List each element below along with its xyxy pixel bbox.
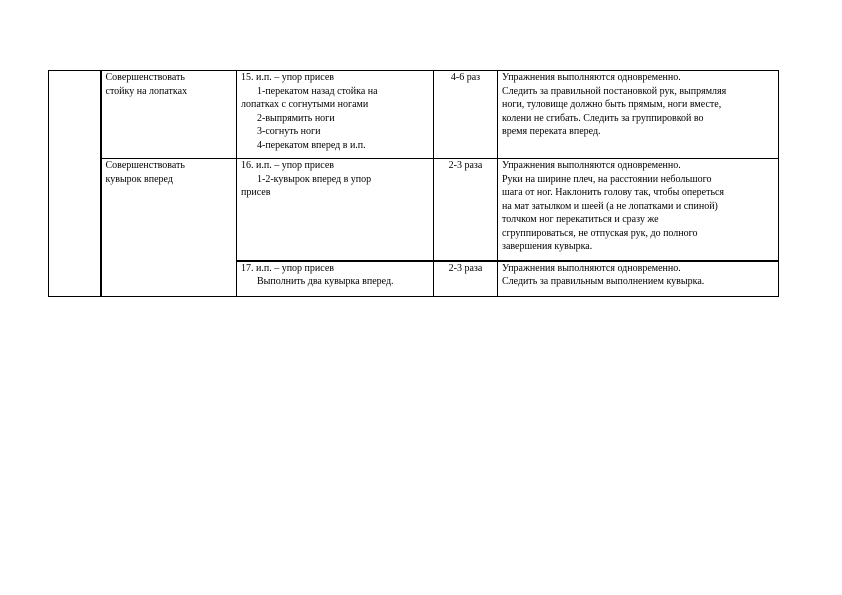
note-text: Упражнения выполняются одновременно. — [502, 72, 681, 83]
exercise-text: 15. и.п. – упор присев — [241, 72, 334, 83]
note-text: Следить за правильной постановкой рук, выпрямляя — [502, 85, 727, 97]
exercise-cell — [237, 159, 434, 261]
note-text: толчком ног перекатиться и сразу же — [502, 214, 659, 225]
dose-cell: 2-3 раза — [434, 261, 498, 297]
exercise-text: лопатках с согнутыми ногами — [241, 99, 369, 110]
empty-cell — [49, 71, 101, 297]
table-row — [49, 159, 779, 261]
lesson-plan-table — [48, 70, 779, 297]
dose-cell: 4-6 раз — [434, 71, 498, 159]
task-cell — [101, 71, 237, 159]
task-text: кувырок вперед — [105, 173, 173, 185]
exercise-text: 3-согнуть ноги — [257, 126, 321, 137]
exercise-cell — [237, 261, 434, 297]
dose-cell: 2-3 раза — [434, 159, 498, 261]
exercise-text: 4-перекатом вперед в и.п. — [257, 139, 366, 151]
exercise-text: 17. и.п. – упор присев — [241, 262, 334, 274]
note-text: шага от ног. Наклонить голову так, чтобы опереться — [502, 187, 725, 198]
exercise-text: 1-перекатом назад стойка на — [257, 85, 378, 97]
note-text: завершения кувырка. — [502, 241, 593, 252]
exercise-text: 1-2-кувырок вперед в упор — [257, 173, 372, 185]
task-cell — [101, 159, 237, 297]
note-text: колени не сгибать. Следить за группировкой во — [502, 112, 704, 124]
note-cell — [498, 71, 779, 159]
exercise-text: 16. и.п. – упор присев — [241, 160, 334, 171]
note-cell — [498, 261, 779, 297]
note-text: время переката вперед. — [502, 126, 601, 137]
note-text: Упражнения выполняются одновременно. — [502, 262, 681, 274]
note-cell — [498, 159, 779, 261]
exercise-cell — [237, 71, 434, 159]
exercise-text: присев — [241, 187, 271, 198]
task-text: Совершенствовать — [105, 160, 185, 171]
note-text: Руки на ширине плеч, на расстоянии небольшого — [502, 173, 712, 185]
exercise-text: 2-выпрямить ноги — [257, 112, 335, 124]
exercise-text: Выполнить два кувырка вперед. — [257, 276, 394, 287]
note-text: Следить за правильным выполнением кувырка. — [502, 276, 705, 287]
table-row — [49, 71, 779, 159]
note-text: Упражнения выполняются одновременно. — [502, 160, 681, 171]
task-text: стойку на лопатках — [105, 85, 188, 97]
note-text: сгруппироваться, не отпуская рук, до полного — [502, 227, 698, 239]
note-text: на мат затылком и шеей (а не лопатками и спиной) — [502, 200, 718, 212]
note-text: ноги, туловище должно быть прямым, ноги вместе, — [502, 99, 722, 110]
task-text: Совершенствовать — [105, 72, 185, 83]
